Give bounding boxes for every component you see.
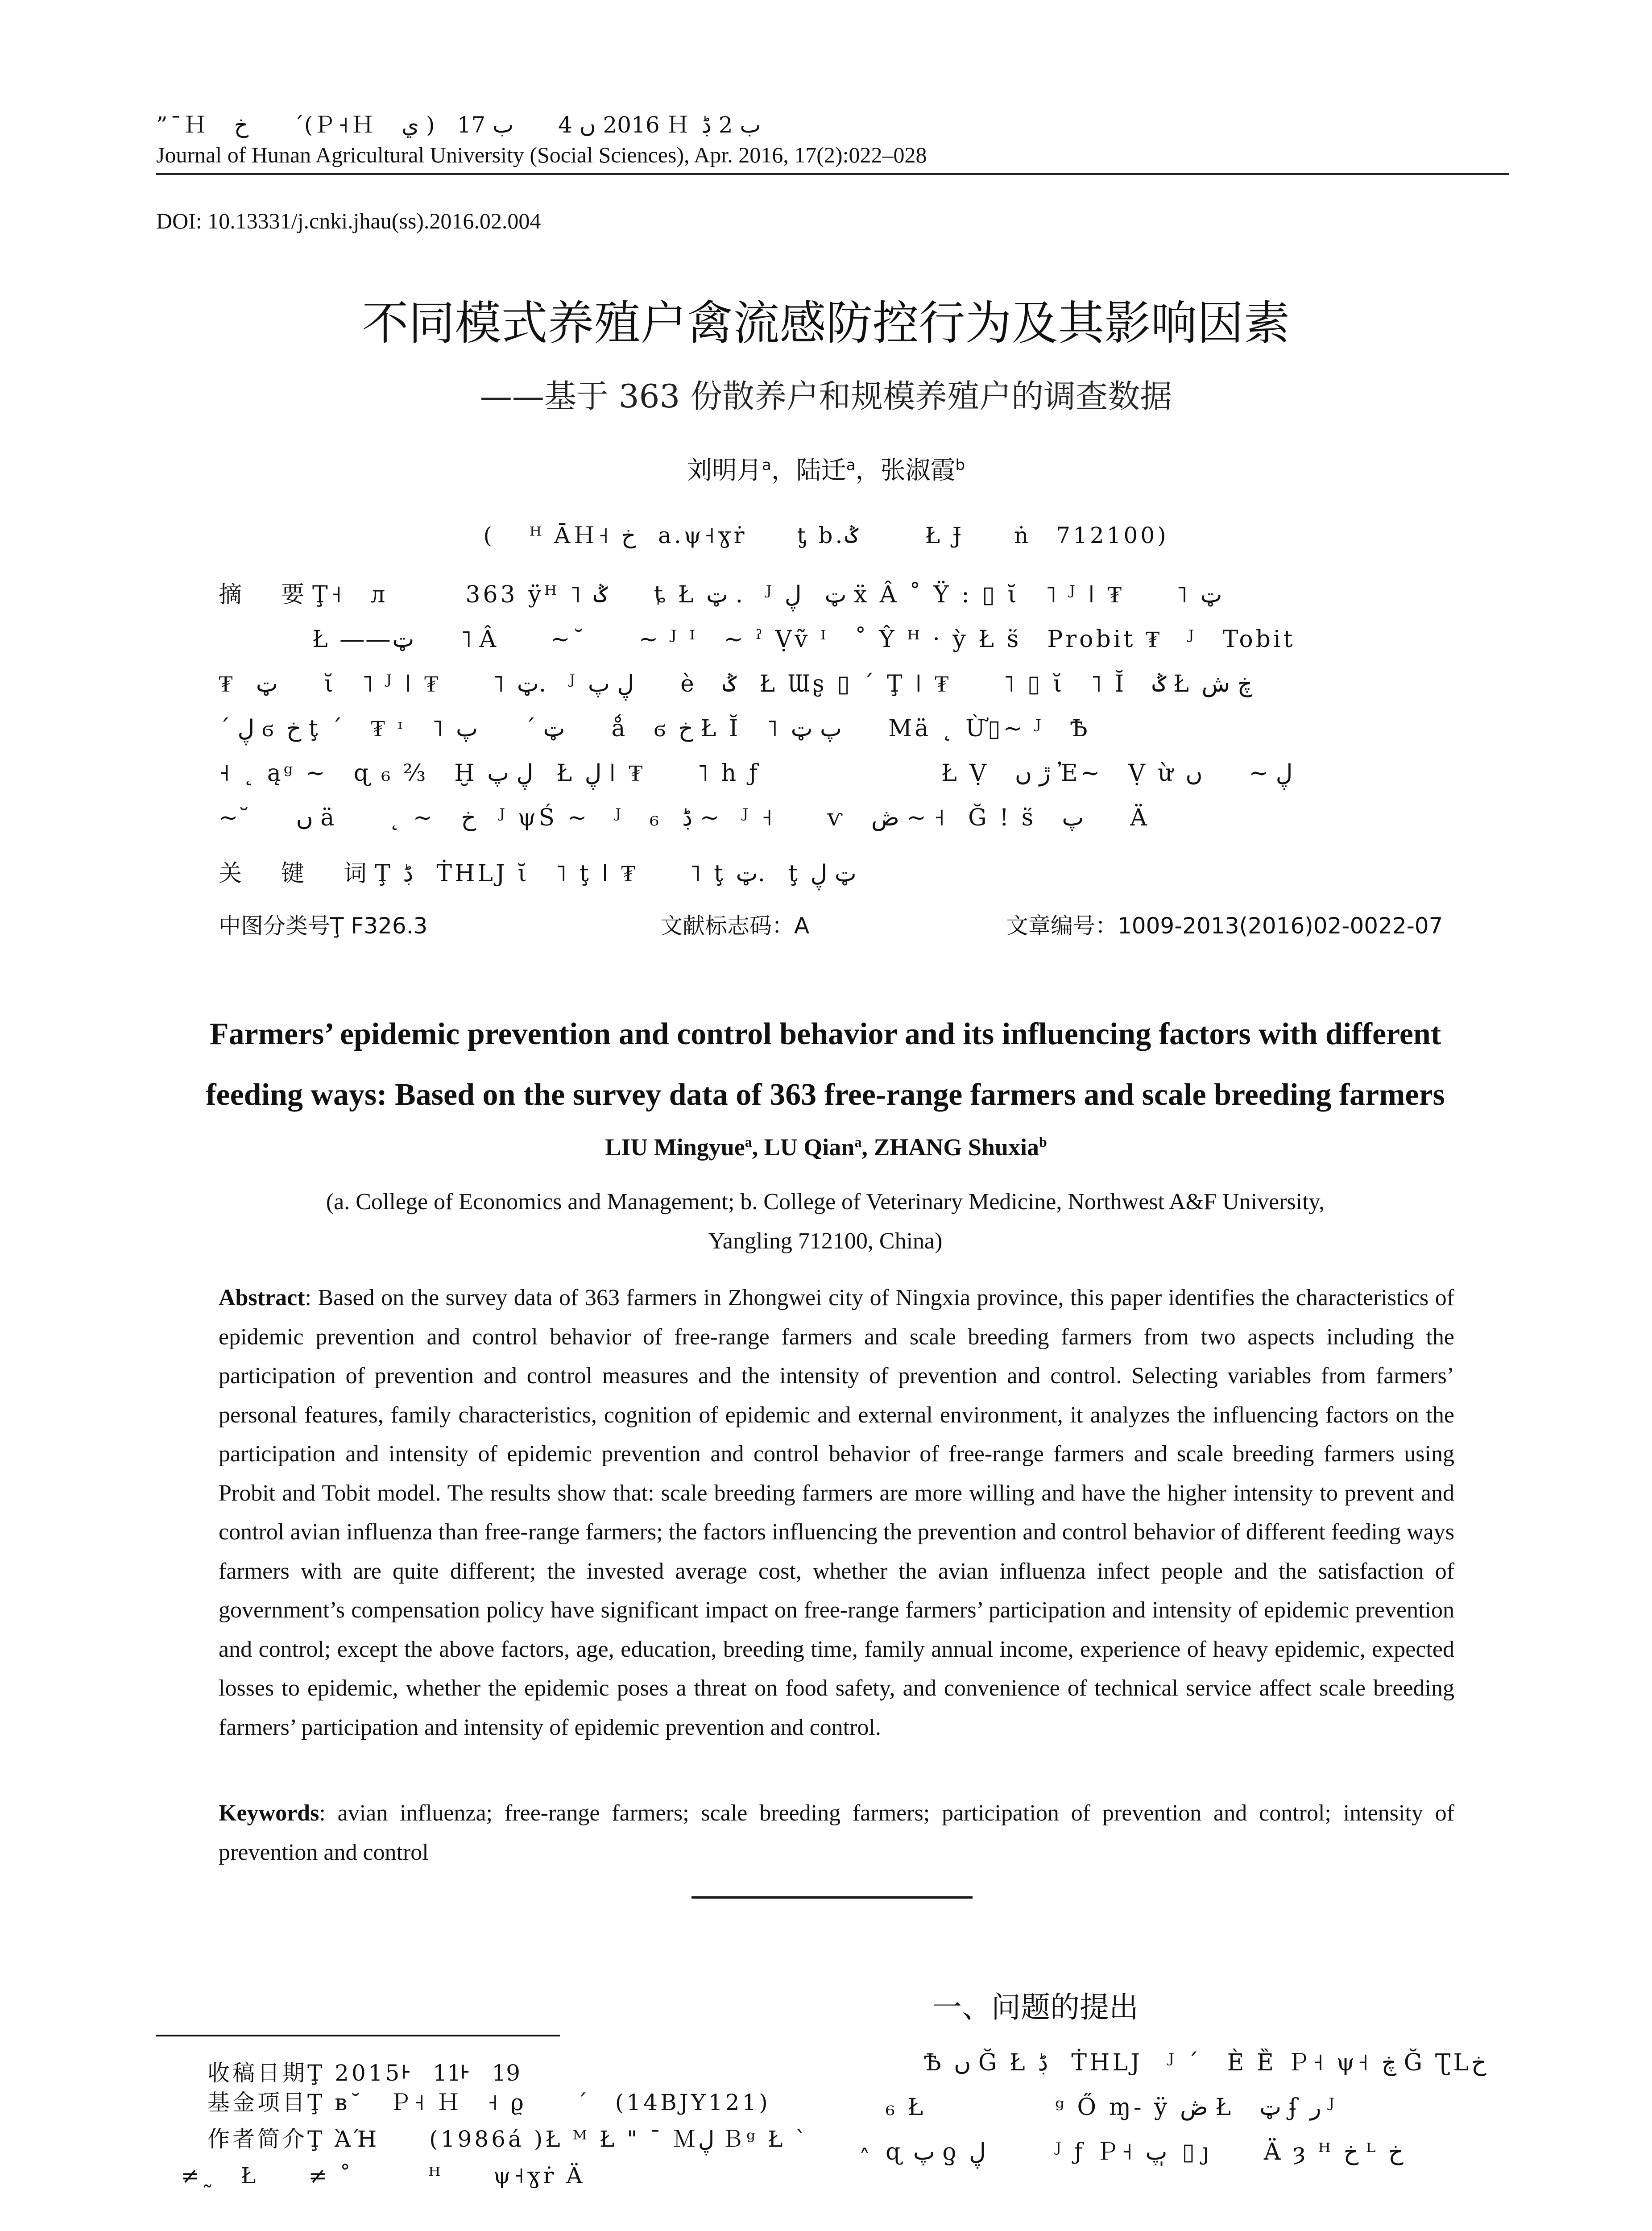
abstract-cn-text: Ţ˧ л 363 ӱᴴ ˥ ݣ ȶ Ł ټ . ᴶ ټ ڸ ẍ Â ˚ Ÿ : ▯ ῐ ˥ ᴶ ǀ ₮ ˥ ټ	[312, 581, 1222, 608]
abstract-en	[219, 1278, 1454, 1747]
body-text-line: ₆ Ł ᵍ Ő ɱ- ÿ ڞ Ł ټ ʄ ر ᴶ	[886, 2094, 1337, 2121]
article-number: 文章编号：1009-2013(2016)02-0022-07	[1006, 913, 1443, 939]
abstract-cn-line: Ł ――ټ ˥ Â ~˘ ~ ᴶ ᴵ ~ ˀ Ṿṽ ᴵ ˚ Ŷ ᴴ · ỳ Ł ṥ Probit ₮ ᴶ Tobit	[312, 626, 1296, 653]
body-text-line: Ѣ ں Ğ Ł ڋ ṪHLJ ᴶ ˊ È Ȅ Ｐ˧ ψ˧ ڿ Ğ ƮLخ	[923, 2049, 1486, 2076]
body-text-line: ɋ پ ƍ ڸ ᴶ ƒ Ｐ˧ پ ̩ ▯ ȷ Ä ȝ ᴴ خ ᴸ خ	[886, 2139, 1404, 2165]
keywords-cn-text: Ţ ڋ ṪHLJ ῐ ˥ ţ ǀ ₮ ˥ ţ ټ. ţ ټ ڸ	[375, 860, 857, 887]
affiliation-en-line: (a. College of Economics and Management; b. College of Veterinary Medicine, Northwest A&F University,	[326, 1189, 1325, 1215]
keywords-cn	[219, 854, 857, 888]
affiliation-en	[250, 1182, 1401, 1261]
affiliation-en-line: Yangling 712100, China)	[708, 1228, 943, 1254]
paper-title-en-line: feeding ways: Based on the survey data of 363 free-range farmers and scale breeding farmers	[206, 1078, 1445, 1112]
doi: DOI: 10.13331/j.cnki.jhau(ss).2016.02.004	[156, 208, 541, 233]
author-affil-mark: b	[955, 456, 965, 474]
abstract-cn-line: ˊ ڸ ϭ خ ţ ˊ ₮ ᶦ ˥ ټ ˊ پ ǻ ϭ خ Ł Ĭ ˥ پ ټ Mä ˛ Ừ▯~ ᴶ Ѣ	[219, 715, 1090, 742]
abstract-en-text: : Based on the survey data of 363 farmers in Zhongwei city of Ningxia province, this paper identifies the characteristics of epidemic prevention and control behavior of free-range farmers and scale breeding farmers from two aspects including the participation of prevention and control measures and the intensity of prevention and control. Selecting variables from farmers’ personal features, family characteristics, cognition of epidemic and external environment, it analyzes the influencing factors on the participation and intensity of epidemic prevention and control behavior of free-range farmers and scale breeding farmers using Probit and Tobit model. The results show that: scale breeding farmers are more willing and have the higher intensity to prevent and control avian influenza than free-range farmers; the factors influencing the prevention and control behavior of different feeding ways farmers with are quite different; the invested average cost, whether the avian influenza infect people and the satisfaction of government’s compensation policy have significant impact on free-range farmers’ participation and intensity of epidemic prevention and control; except the above factors, age, education, breeding time, family annual income, experience of heavy epidemic, expected losses to epidemic, whether the epidemic poses a threat on food safety, and convenience of technical service affect scale breeding farmers’ participation and intensity of epidemic prevention and control.	[219, 1285, 1454, 1740]
paper-title-en-line: Farmers’ epidemic prevention and control behavior and its influencing factors with different	[209, 1017, 1441, 1051]
paper-title-en	[187, 1004, 1463, 1125]
author-separator: ，	[855, 456, 881, 485]
abstract-en-label: Abstract	[219, 1285, 305, 1310]
author-separator: ，	[771, 456, 796, 485]
authors-en	[0, 1133, 1652, 1161]
journal-header-cn: ”¯Ｈ خ ˊ(Ｐ˧Ｈ ي ) 2016 ں 4 ب 17 Ｈ ب 2 ڋ	[156, 112, 761, 138]
abstract-cn-line: ₮ ټ ῐ ˥ ᴶ ǀ ₮ ˥ ټ. ᴶ ڸ پ è ݣ Ł Ɯʂ ▯ ˊ Ţ ǀ ₮ ˥ ▯ ῐ ˥ Ĭ ݣ Ł ڿ ش	[219, 671, 1253, 697]
author-affil-mark: a	[745, 1134, 752, 1150]
author-affil-mark: a	[762, 456, 771, 474]
header-rule	[156, 173, 1509, 175]
author-en: LU Qian	[764, 1134, 855, 1161]
abstract-cn-label: 摘 要	[219, 581, 313, 608]
paper-title-cn: 不同模式养殖户禽流感防控行为及其影响因素	[362, 296, 1290, 350]
authors-cn	[0, 451, 1652, 486]
abstract-cn-line: ~˘ ں ä ˛ ~ خ ᴶ ψŚ ~ ᴶ ڋ ₆ ~ ᴶ ˧ ѵ ڞ ~ ˧ Ğ ! ṥ پ Ä	[219, 804, 1150, 831]
author-cn: 陆迁	[796, 456, 846, 485]
author-cn: 刘明月	[687, 456, 762, 485]
footnote-funding: 基金项目Ţ ʙ˘ Ｐ˧ Ｈ ˧ ϱ ˊ (14BJY121)	[207, 2090, 770, 2115]
author-en: LIU Mingyue	[605, 1134, 745, 1161]
document-code: 文献标志码：A	[660, 913, 810, 939]
author-affil-mark: b	[1039, 1134, 1047, 1150]
footnote-author-bio-cont: ≠˷ Ł ≠ ˚ ᴴ ψ˧ɣṙ Ä	[181, 2163, 585, 2189]
affiliation-cn: ( ᴴ ᾹＨ˧ خ a.ψ˧ɣṙ ƫ b.ݣ Ł Ɉ ṅ 712100)	[483, 523, 1169, 548]
keywords-en-text: : avian influenza; free-range farmers; scale breeding farmers; participation of prevention and control; intensity of prevention and control	[219, 1800, 1454, 1865]
abstract-cn-line: ˧ ˛ ąᵍ ~ ɋ ₆ ⅔ Ḫ ڸ پ Ł ڸ ǀ ₮ ˥ h ƒ Ł Ṿ ڙ ں Ἐ~ Ṿ ừ ڸ ~ ں	[219, 760, 1293, 787]
keywords-en-label: Keywords	[219, 1800, 319, 1826]
author-en: ZHANG Shuxia	[874, 1134, 1039, 1161]
footnote-author-bio: 作者简介Ţ ᾺΉ (1986á )Ł ᴹ Ł " ¯ Ｍڸ Ｂᵍ Ł ˋ ˰	[207, 2126, 873, 2152]
author-separator: ,	[752, 1134, 764, 1161]
keywords-en	[219, 1794, 1454, 1872]
keywords-cn-label: 关 键 词	[219, 860, 375, 887]
author-cn: 张淑霞	[880, 456, 956, 485]
section-separator	[691, 1896, 973, 1899]
author-separator: ,	[861, 1134, 874, 1161]
author-affil-mark: a	[854, 1134, 862, 1150]
footnote-rule	[156, 2035, 560, 2036]
paper-subtitle-cn: ——基于 363 份散养户和规模养殖户的调查数据	[480, 377, 1172, 415]
author-affil-mark: a	[846, 456, 856, 474]
section-heading: 一、问题的提出	[932, 1990, 1139, 2024]
clc-number: 中图分类号Ţ F326.3	[219, 913, 428, 939]
abstract-cn-line	[219, 576, 1222, 609]
journal-header-en: Journal of Hunan Agricultural University (Social Sciences), Apr. 2016, 17(2):022–028	[156, 142, 927, 167]
footnote-received-date: 收稿日期Ţ 2015ᡰ 11ᡰ 19	[207, 2060, 521, 2086]
